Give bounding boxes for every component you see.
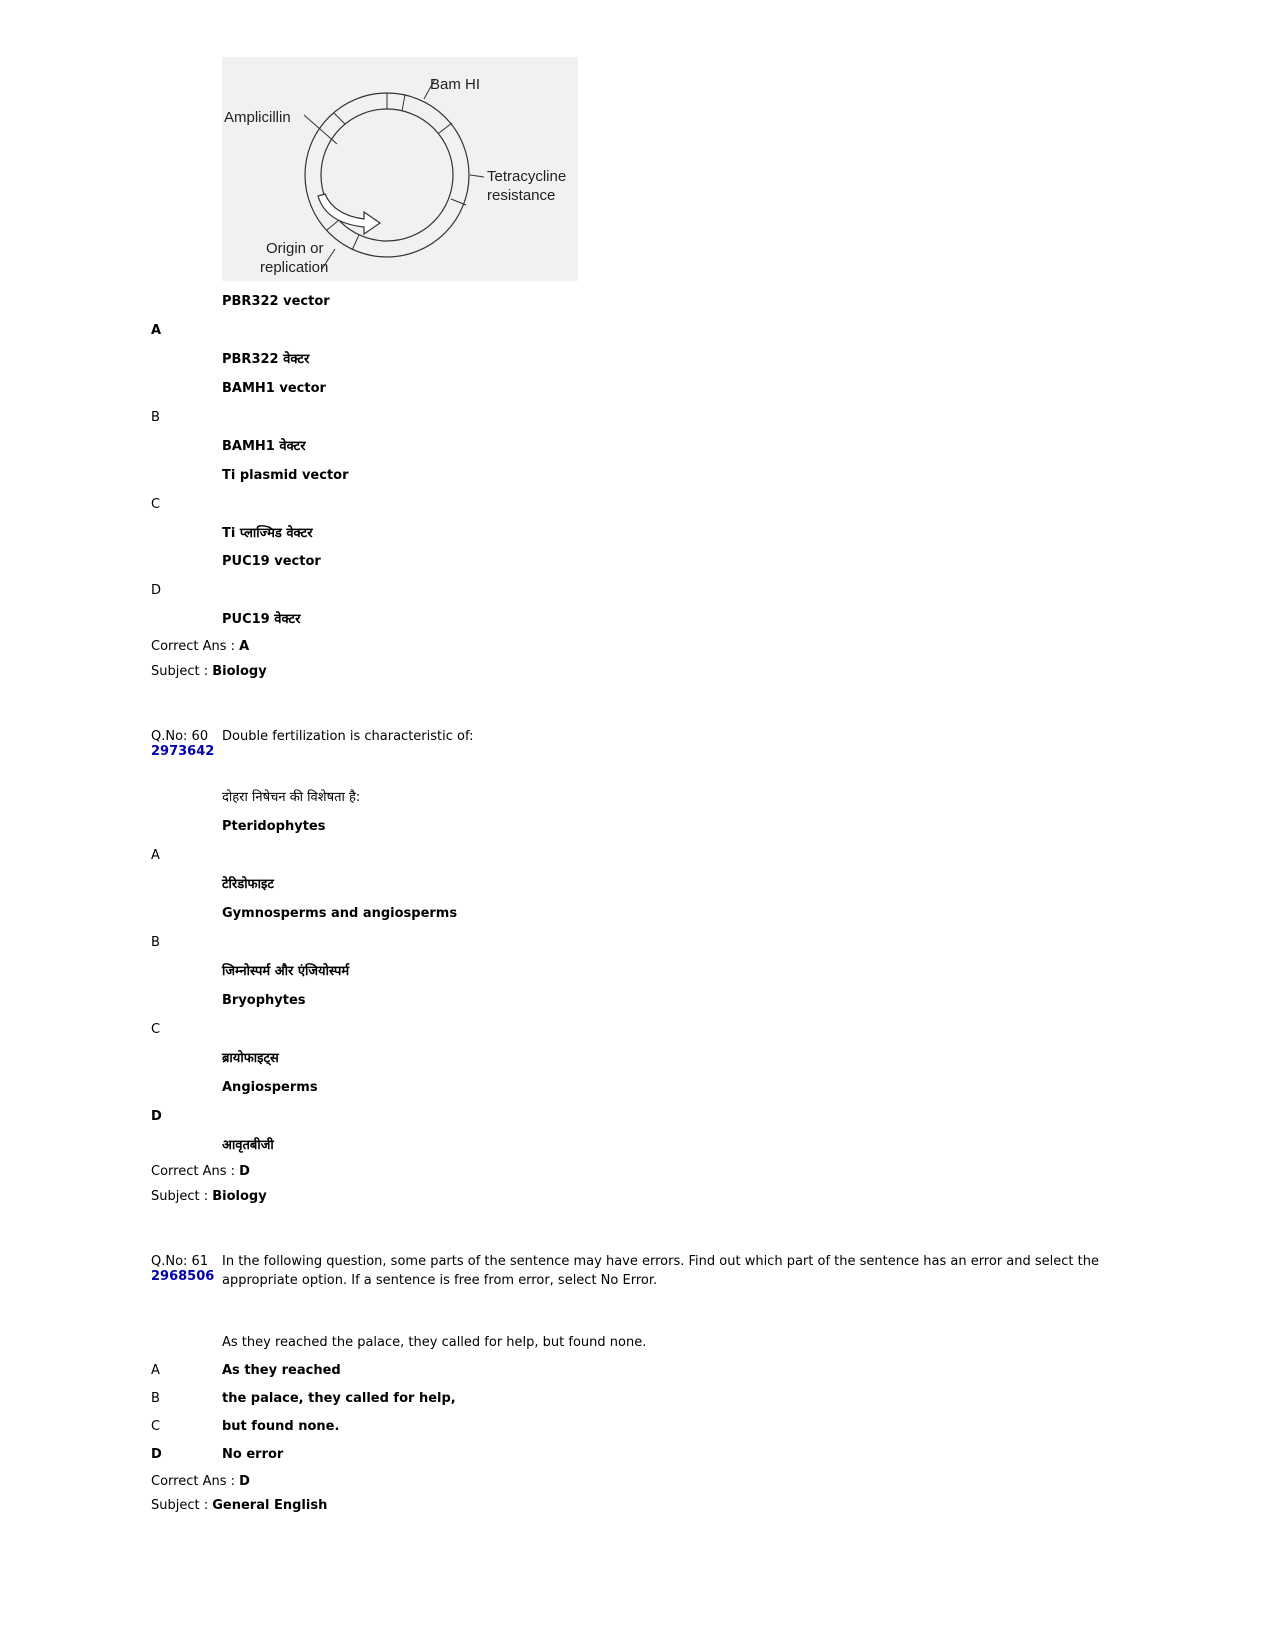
option-b-letter: B [151,410,160,425]
option-b-hindi: जिम्नोस्पर्म और एंजियोस्पर्म [222,964,350,979]
question-id: 2973642 [151,744,215,759]
option-c-letter: C [151,1419,161,1434]
option-a-letter: A [151,323,162,338]
option-b-english: Gymnosperms and angiosperms [222,906,458,921]
option-c-english: Ti plasmid vector [222,468,349,483]
label-origin: Origin or [266,240,324,257]
option-a-english: PBR322 vector [222,294,330,309]
option-d-letter: D [151,583,162,598]
question-sentence: As they reached the palace, they called for help, but found none. [222,1335,647,1350]
label-resistance: resistance [487,187,556,204]
option-d-hindi: PUC19 वेक्टर [222,612,301,627]
question-id: 2968506 [151,1269,215,1284]
question-text: In the following question, some parts of the sentence may have errors. Find out which part of the sentence has an error and select the appropriate option. If a sentence is free from error, select No Error. [222,1254,1099,1288]
option-a-hindi: PBR322 वेक्टर [222,352,310,367]
subject: Subject : Biology [151,1189,267,1204]
label-ampicillin: Amplicillin [224,109,291,126]
subject: Subject : General English [151,1498,328,1513]
plasmid-diagram [222,57,578,281]
option-b-letter: B [151,935,160,950]
option-c-hindi: Ti प्लाज्मिड वेक्टर [222,526,313,541]
subject: Subject : Biology [151,664,267,679]
option-b-english: BAMH1 vector [222,381,326,396]
option-b-letter: B [151,1391,160,1406]
label-tetracycline: Tetracycline [487,168,567,185]
option-c-letter: C [151,497,161,512]
option-d-english: PUC19 vector [222,554,321,569]
correct-answer: Correct Ans : D [151,1164,250,1179]
question-number: Q.No: 60 [151,729,209,744]
label-bam-hi: Bam HI [430,76,481,93]
correct-answer: Correct Ans : D [151,1474,250,1489]
option-c-hindi: ब्रायोफाइट्स [222,1051,279,1066]
option-c-english: Bryophytes [222,993,306,1008]
option-d-letter: D [151,1109,162,1124]
correct-answer: Correct Ans : A [151,639,250,654]
option-a-letter: A [151,1363,160,1378]
question-number: Q.No: 61 [151,1254,209,1269]
label-replication: replication [260,259,329,276]
option-b-text: the palace, they called for help, [222,1391,456,1406]
option-c-text: but found none. [222,1419,340,1434]
option-d-letter: D [151,1447,162,1462]
question-text-hindi: दोहरा निषेचन की विशेषता है: [222,790,361,805]
option-a-hindi: टेरिडोफाइट [222,877,274,892]
option-d-english: Angiosperms [222,1080,318,1095]
option-a-text: As they reached [222,1363,341,1378]
question-text: Double fertilization is characteristic of: [222,729,474,744]
option-a-letter: A [151,848,160,863]
option-b-hindi: BAMH1 वेक्टर [222,439,306,454]
option-d-hindi: आवृतबीजी [222,1138,274,1153]
option-a-english: Pteridophytes [222,819,326,834]
option-d-text: No error [222,1447,284,1462]
option-c-letter: C [151,1022,161,1037]
